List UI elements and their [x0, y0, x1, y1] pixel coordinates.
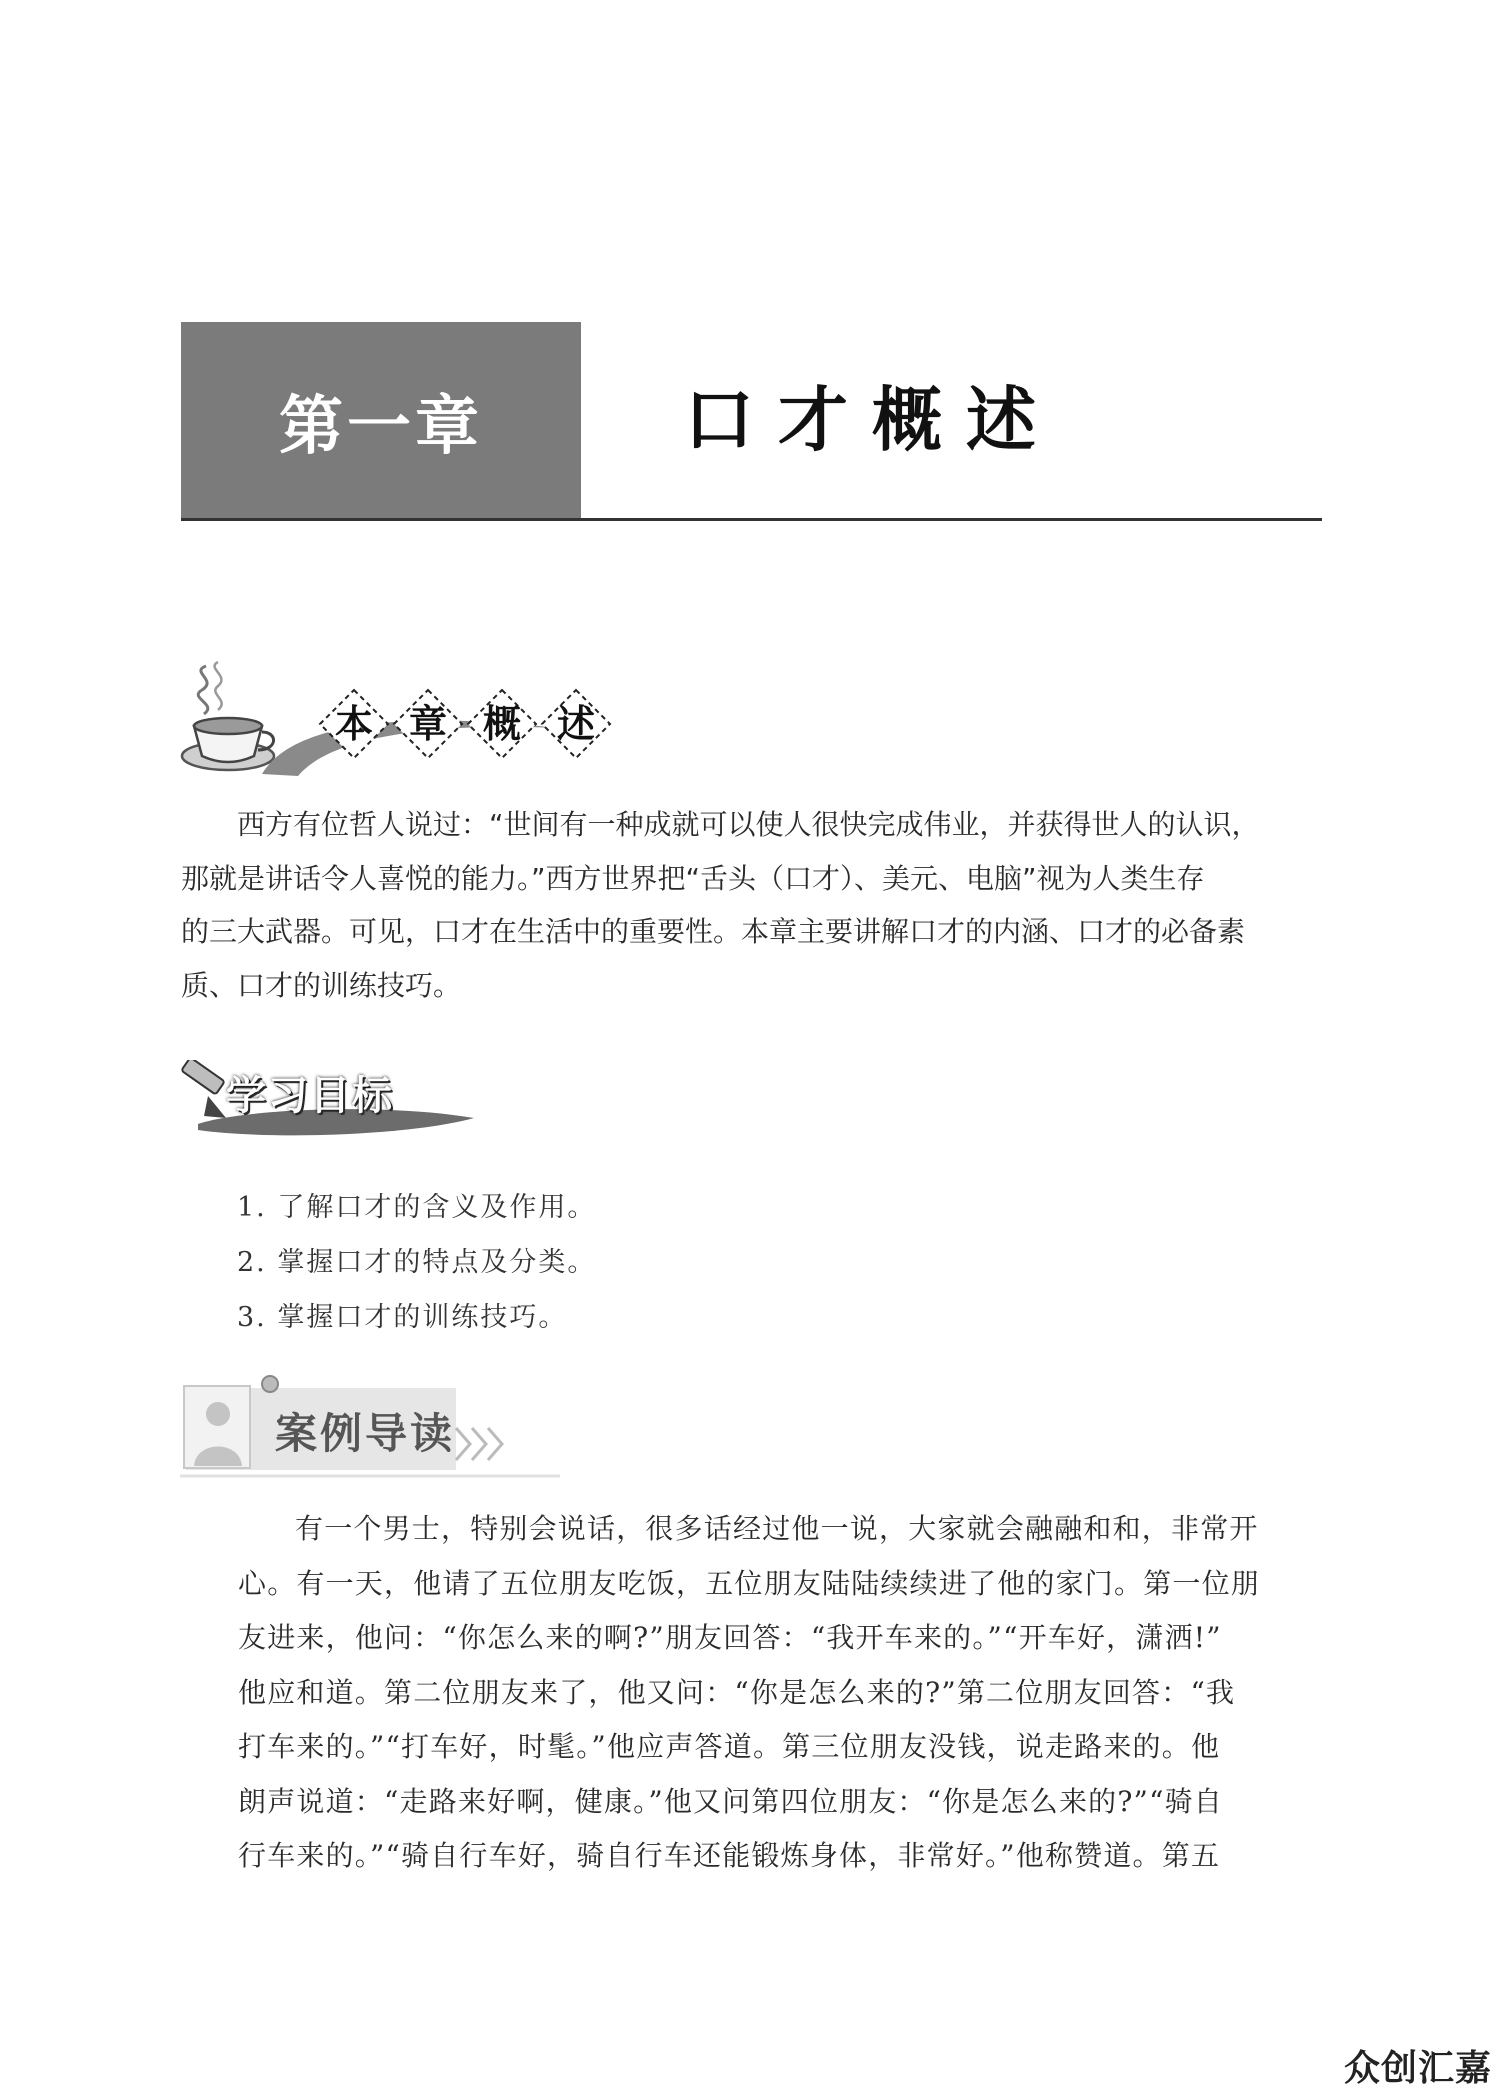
overview-paragraph: [181, 798, 1322, 1012]
watermark: 众创汇嘉: [1344, 2048, 1493, 2089]
overview-heading-char: 述: [556, 702, 595, 746]
overview-heading-char: 概: [482, 702, 521, 746]
goals-heading: 学习目标: [226, 1073, 394, 1119]
paragraph-line: 友进来，他问：“你怎么来的啊?”朋友回答：“我开车来的。”“开车好，潇洒!”: [238, 1621, 1222, 1654]
chapter-divider: [181, 518, 1322, 521]
paragraph-line: 朗声说道：“走路来好啊，健康。”他又问第四位朋友：“你是怎么来的?”“骑自: [238, 1784, 1223, 1818]
goal-item: 1. 了解口才的含义及作用。: [237, 1192, 597, 1223]
overview-heading-char: 章: [408, 702, 447, 746]
paragraph-line: 打车来的。”“打车好，时髦。”他应声答道。第三位朋友没钱，说走路来的。他: [238, 1730, 1221, 1763]
paragraph-line: 的三大武器。可见，口才在生活中的重要性。本章主要讲解口才的内涵、口才的必备素: [181, 915, 1246, 948]
paragraph-line: 行车来的。”“骑自行车好，骑自行车还能锻炼身体，非常好。”他称赞道。第五: [238, 1839, 1221, 1872]
paragraph-line: 西方有位哲人说过：“世间有一种成就可以使人很快完成伟业，并获得世人的认识，: [237, 808, 1260, 841]
paragraph-line: 质、口才的训练技巧。: [181, 968, 462, 1002]
paragraph-line: 心。有一天，他请了五位朋友吃饭，五位朋友陆陆续续进了他的家门。第一位朋: [238, 1566, 1261, 1600]
goal-item: 2. 掌握口才的特点及分类。: [237, 1247, 597, 1278]
chapter-label-box: [181, 322, 581, 520]
paragraph-line: 有一个男士，特别会说话，很多话经过他一说，大家就会融融和和，非常开: [295, 1512, 1259, 1545]
paragraph-line: 他应和道。第二位朋友来了，他又问：“你是怎么来的?”第二位朋友回答：“我: [238, 1675, 1236, 1709]
case-paragraph: [238, 1502, 1264, 1884]
paragraph-line: 那就是讲话令人喜悦的能力。”西方世界把“舌头（口才）、美元、电脑”视为人类生存: [181, 861, 1205, 895]
goal-item: 3. 掌握口才的训练技巧。: [237, 1302, 568, 1333]
chapter-title: 口才概述: [684, 379, 1060, 461]
chapter-label: 第一章: [279, 390, 483, 464]
overview-heading-char: 本: [334, 702, 373, 746]
case-heading: 案例导读: [275, 1409, 456, 1458]
